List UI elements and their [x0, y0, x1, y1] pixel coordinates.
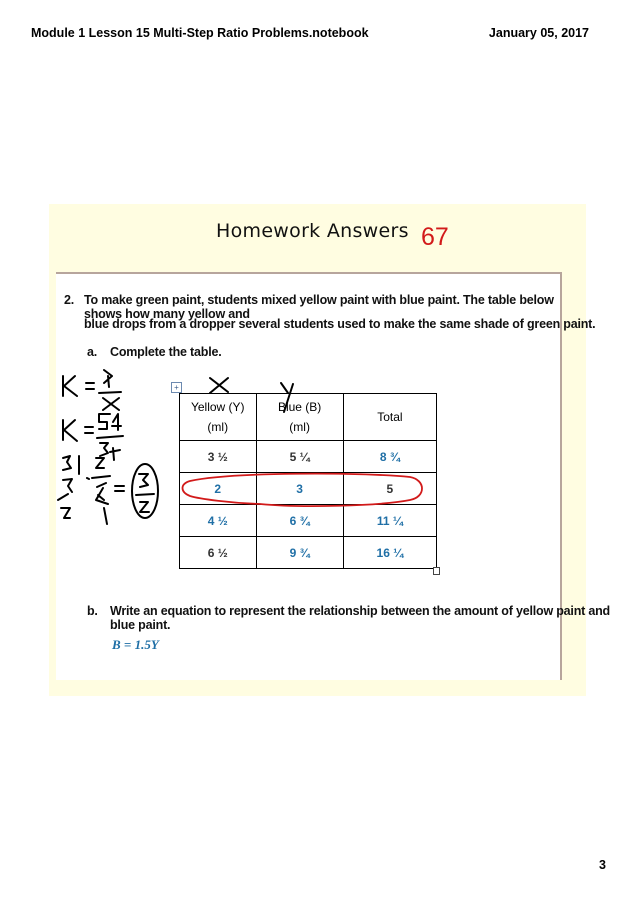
- table-cell: 6 ¾: [256, 505, 343, 537]
- handwritten-y-label: [281, 383, 293, 412]
- table-cell: 6 ½: [180, 537, 257, 569]
- page-number: 3: [599, 858, 606, 872]
- part-b-label: b.: [87, 604, 98, 618]
- notebook-date: January 05, 2017: [488, 26, 589, 40]
- part-a-text: Complete the table.: [110, 345, 222, 359]
- handwritten-three-halves: [136, 474, 154, 512]
- red-annotation-number: 67: [421, 223, 449, 251]
- table-cell: 3: [256, 473, 343, 505]
- table-cell: 5 ¼: [256, 441, 343, 473]
- table-move-handle-icon[interactable]: +: [171, 382, 182, 393]
- table-cell: 11 ¼: [343, 505, 436, 537]
- handwritten-circled-three-halves: [132, 464, 158, 518]
- header-yellow-line2: (ml): [207, 420, 229, 434]
- part-b-answer: B = 1.5Y: [112, 637, 159, 652]
- handwritten-cross-multiply-work: [58, 456, 124, 524]
- header-yellow-line1: Yellow (Y): [190, 400, 245, 414]
- header-total-line1: Total: [377, 410, 403, 424]
- table-cell: 8 ¾: [343, 441, 436, 473]
- table-cell: 9 ¾: [256, 537, 343, 569]
- question-text-line1: To make green paint, students mixed yellow paint with blue paint. The table below shows how many yellow and: [84, 293, 554, 321]
- question-text-line2: blue drops from a dropper several students used to make the same shade of green paint.: [84, 317, 596, 331]
- handwritten-k-fraction: [63, 414, 123, 460]
- question-number: 2.: [64, 293, 75, 307]
- header-blue-line1: Blue (B): [277, 400, 322, 414]
- header-blue-line2: (ml): [289, 420, 310, 434]
- table-cell: 4 ½: [180, 505, 257, 537]
- notebook-title: Module 1 Lesson 15 Multi-Step Ratio Problems.notebook: [31, 26, 369, 40]
- table-cell: 16 ¼: [343, 537, 436, 569]
- handwritten-x-label: [210, 378, 228, 393]
- part-b-text: Write an equation to represent the relationship between the amount of yellow paint and blue paint.: [110, 604, 610, 632]
- table-cell: 3 ½: [180, 441, 257, 473]
- part-a-label: a.: [87, 345, 98, 359]
- handwritten-k-equals-y-over-x: [63, 370, 121, 410]
- table-cell: 5: [343, 473, 436, 505]
- table-cell: 2: [180, 473, 257, 505]
- red-circle-highlight: [183, 474, 423, 506]
- homework-title: Homework Answers: [216, 220, 409, 242]
